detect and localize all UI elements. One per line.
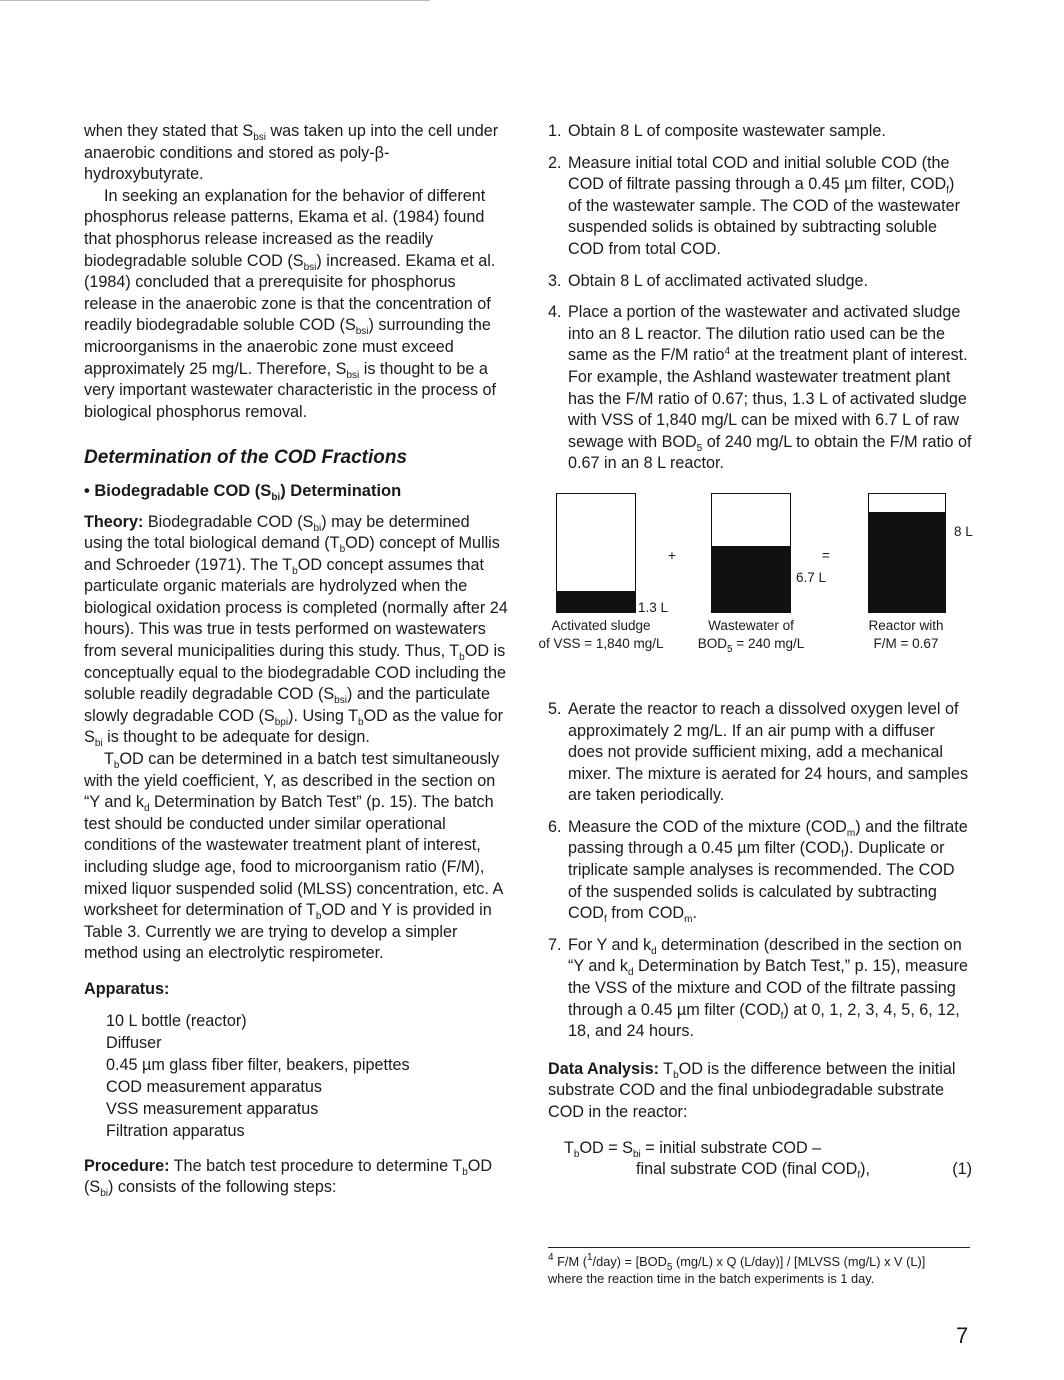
caption-wastewater: Wastewater of $BOD_5 = 240$ mg/L: [697, 617, 805, 655]
paragraph-data-analysis: Data Analysis: $T_bOD$ is the difference between the initial substrate COD and the final unbiodegradable substrate COD in the reactor:: [548, 1059, 956, 1121]
section-heading: Determination of the COD Fractions: [84, 447, 408, 469]
caption-sludge: Activated sludge of VSS = 1,840 mg/L: [538, 617, 664, 651]
list-item: VSS measurement apparatus: [106, 1099, 319, 1118]
step-4: 4. Place a portion of the wastewater and activated sludge into an 8 L reactor. The dilution ratio used can be the same as the F/M ratio$^4$ at the treatment plant of interest. For example, the Ashland wastewater treatment plant has the F/M ratio of 0.67; thus, 1.3 L of activated sludge with VSS of 1,840 mg/L can be mixed with 6.7 L of raw sewage with $BOD_5$ of 240 mg/L to obtain the F/M ratio of 0.67 in an 8 L reactor.: [548, 303, 972, 473]
step-1: 1. Obtain 8 L of composite wastewater sample.: [548, 122, 886, 140]
paragraph-procedure: Procedure: The batch test procedure to determine $T_bOD$ $(S_{bi})$ consists of the following steps:: [84, 1156, 493, 1200]
equation-1: $T_bOD = S_{bi}$ = initial substrate COD – final substrate COD (final $COD_f$), (1): [564, 1138, 972, 1182]
procedure-steps-continued: [548, 699, 972, 1043]
footnote-rule: [548, 1247, 970, 1248]
subsection-heading: • Biodegradable COD $(S_{bi})$ Determination: [84, 481, 402, 503]
volume-label-sludge: 1.3 L: [638, 599, 669, 615]
list-item: COD measurement apparatus: [106, 1077, 322, 1096]
top-rule: [0, 0, 430, 1]
sludge-fill: [557, 591, 635, 612]
left-column: [84, 121, 508, 1199]
step-5: 5. Aerate the reactor to reach a dissolved oxygen level of approximately 2 mg/L. If an air pump with a diffuser does not provide sufficient mixing, add a mechanical mixer. The mixture is aerated for 24 hours, and samples are taken periodically.: [548, 699, 969, 805]
paragraph-intro: when they stated that $S_{bsi}$ was taken up into the cell under anaerobic conditions and stored as poly-β-hydroxybutyrate.: [84, 122, 499, 184]
mixing-diagram: [538, 487, 976, 679]
reactor-fill: [869, 512, 945, 612]
right-column: [538, 121, 973, 1182]
list-item: 10 L bottle (reactor): [106, 1011, 247, 1030]
step-3: 3. Obtain 8 L of acclimated activated sludge.: [548, 271, 868, 290]
procedure-steps: [548, 121, 972, 475]
volume-label-reactor: 8 L: [954, 523, 973, 539]
footnote: $^4$ F/M $(^1/day) = [BOD_5$ (mg/L) x Q (L/day)] / [MLVSS (mg/L) x V (L)] where the reaction time in the batch experiments is 1 day.: [548, 1252, 926, 1286]
list-item: 0.45 µm glass fiber filter, beakers, pipettes: [106, 1055, 410, 1074]
caption-reactor: Reactor with F/M = 0.67: [868, 617, 944, 651]
page-number: 7: [956, 1323, 969, 1348]
step-2: 2. Measure initial total COD and initial soluble COD (the COD of filtrate passing through a 0.45 µm filter, $COD_f$) of the wastewater sample. The COD of the wastewater suspended solids is obtained by subtracting soluble COD from total COD.: [548, 153, 960, 258]
list-item: Filtration apparatus: [106, 1121, 245, 1140]
step-7: 7. For Y and $k_d$ determination (described in the section on “Y and $k_d$ Determination by Batch Test,” p. 15), measure the VSS of the mixture and COD of the filtrate passing through a 0.45 µm filter $(COD_f)$ at 0, 1, 2, 3, 4, 5, 6, 12, 18, and 24 hours.: [548, 935, 968, 1041]
sludge-container: [556, 493, 636, 613]
paragraph-tbod: $T_bOD$ can be determined in a batch test simultaneously with the yield coefficient, Y, as described in the section on “Y and $k_d$ Determination by Batch Test” (p. 15). The batch test should be conducted under similar operational conditions of the wastewater treatment plant of interest, including sludge age, food to microorganism ratio (F/M), mixed liquor suspended solid (MLSS) concentration, etc. A worksheet for determination of $T_bOD$ and Y is provided in Table 3. Currently we are trying to develop a simpler method using an electrolytic respirometer.: [84, 750, 503, 963]
paragraph-ekama: In seeking an explanation for the behavior of different phosphorus release patterns, Ekama et al. (1984) found that phosphorus release increased as the readily biodegradable soluble COD $(S_{bsi})$ increased. Ekama et al. (1984) concluded that a prerequisite for phosphorus release in the anaerobic zone is that the concentration of readily biodegradable soluble COD $(S_{bsi})$ surrounding the microorganisms in the anaerobic zone must exceed approximately 25 mg/L. Therefore, $S_{bsi}$ is thought to be a very important wastewater characteristic in the process of biological phosphorus removal.: [84, 186, 497, 421]
wastewater-fill: [712, 546, 790, 612]
step-6: 6. Measure the COD of the mixture $(COD_m)$ and the filtrate passing through a 0.45 µm filter $(COD_f)$. Duplicate or triplicate sample analyses is recommended. The COD of the suspended solids is calculated by subtracting $COD_f$ from $COD_m$.: [548, 817, 968, 926]
apparatus-list: [106, 1010, 508, 1142]
apparatus-label: Apparatus:: [84, 979, 170, 998]
volume-label-wastewater: 6.7 L: [796, 569, 827, 585]
list-item: Diffuser: [106, 1033, 162, 1052]
equals-sign: =: [822, 547, 830, 563]
reactor-container: [868, 493, 946, 613]
plus-sign: +: [668, 547, 676, 563]
wastewater-container: [711, 493, 791, 613]
paragraph-theory: Theory: Biodegradable COD $(S_{bi})$ may be determined using the total biological demand $(T_bOD)$ concept of Mullis and Schroeder (1971). The $T_bOD$ concept assumes that particulate organic materials are hydrolyzed when the biological oxidation process is completed (normally after 24 hours). This was true in tests performed on wastewaters from several municipalities during this study. Thus, $T_bOD$ is conceptually equal to the biodegradable COD including the soluble readily degradable COD $(S_{bsi})$ and the particulate slowly degradable COD $(S_{bpi})$. Using $T_bOD$ as the value for $S_{bi}$ is thought to be adequate for design.: [84, 512, 508, 750]
equation-number: (1): [952, 1160, 972, 1179]
